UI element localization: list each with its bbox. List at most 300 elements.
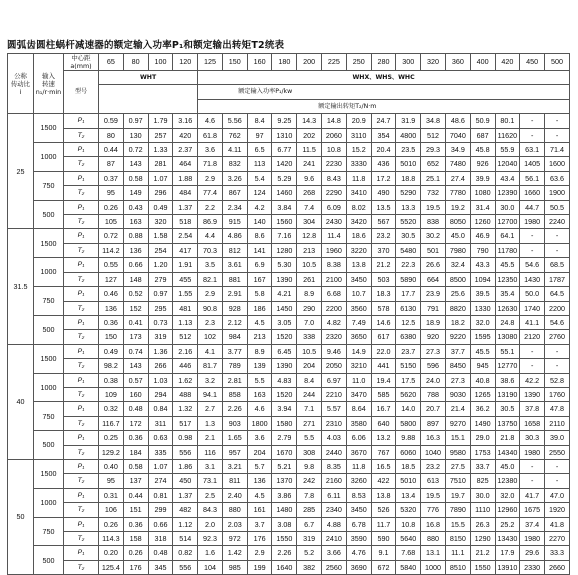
value-cell: 1.79 xyxy=(148,114,173,128)
center-distance-200: 200 xyxy=(297,54,322,71)
value-cell: 880 xyxy=(421,532,446,546)
value-cell: 30.0 xyxy=(470,488,495,502)
torque-symbol: T₂ xyxy=(64,215,99,229)
value-cell: 3590 xyxy=(346,532,371,546)
value-cell: 5150 xyxy=(396,359,421,373)
value-cell: 13.5 xyxy=(371,200,396,214)
value-cell: 304 xyxy=(297,215,322,229)
value-cell: 791 xyxy=(421,301,446,315)
table-title: 圆弧齿圆柱蜗杆减速器的额定输入功率P₁和额定输出转矩T2统表 xyxy=(7,40,285,51)
value-cell: 4800 xyxy=(396,128,421,142)
value-cell: 7890 xyxy=(445,503,470,517)
value-cell: 1787 xyxy=(545,272,570,286)
value-cell: 0.72 xyxy=(123,143,148,157)
value-cell: 6.78 xyxy=(346,517,371,531)
value-cell: 266 xyxy=(148,359,173,373)
value-cell: 320 xyxy=(148,215,173,229)
value-cell: 0.36 xyxy=(123,431,148,445)
value-cell: 68.5 xyxy=(545,258,570,272)
value-cell: 3.08 xyxy=(272,517,297,531)
value-cell: 881 xyxy=(222,272,247,286)
value-cell: 37.4 xyxy=(520,517,545,531)
value-cell: 34.8 xyxy=(421,114,446,128)
value-cell: 5.7 xyxy=(247,459,272,473)
value-cell: 928 xyxy=(222,301,247,315)
value-cell: 3.6 xyxy=(247,431,272,445)
value-cell: 664 xyxy=(421,272,446,286)
value-cell: 2.26 xyxy=(272,546,297,560)
value-cell: 1.88 xyxy=(173,171,198,185)
value-cell: 20.4 xyxy=(371,143,396,157)
value-cell: 1.58 xyxy=(148,229,173,243)
value-cell: 48.6 xyxy=(445,114,470,128)
value-cell: 0.44 xyxy=(99,143,124,157)
value-cell: 17.9 xyxy=(495,546,520,560)
value-cell: 161 xyxy=(247,503,272,517)
power-symbol: P₁ xyxy=(64,517,99,531)
value-cell: 113 xyxy=(247,157,272,171)
value-cell: 5.29 xyxy=(272,171,297,185)
value-cell: 308 xyxy=(297,445,322,459)
value-cell: 77.4 xyxy=(198,186,223,200)
torque-symbol: T₂ xyxy=(64,503,99,517)
value-cell: 148 xyxy=(123,272,148,286)
value-cell: 104 xyxy=(198,560,223,574)
value-cell: 8.02 xyxy=(346,200,371,214)
value-cell: 762 xyxy=(222,128,247,142)
header-row-models xyxy=(8,71,570,85)
value-cell: 1460 xyxy=(272,186,297,200)
value-cell: 17.2 xyxy=(371,171,396,185)
value-cell: 24.7 xyxy=(371,114,396,128)
torque-symbol: T₂ xyxy=(64,474,99,488)
value-cell: 7.1 xyxy=(297,402,322,416)
value-cell: 4.82 xyxy=(322,315,347,329)
value-cell: 7510 xyxy=(445,474,470,488)
value-cell: - xyxy=(520,128,545,142)
value-cell: 4.4 xyxy=(198,229,223,243)
value-cell: 0.20 xyxy=(99,546,124,560)
power-symbol: P₁ xyxy=(64,373,99,387)
center-distance-225: 225 xyxy=(322,54,347,71)
value-cell: 2270 xyxy=(545,532,570,546)
value-cell: 143 xyxy=(123,359,148,373)
value-cell: - xyxy=(520,114,545,128)
torque-symbol: T₂ xyxy=(64,186,99,200)
value-cell: 18.6 xyxy=(346,229,371,243)
value-cell: 0.73 xyxy=(148,315,173,329)
value-cell: 167 xyxy=(247,272,272,286)
value-cell: 173 xyxy=(123,330,148,344)
value-cell: 5620 xyxy=(396,387,421,401)
value-cell: 319 xyxy=(148,330,173,344)
value-cell: 23.2 xyxy=(421,459,446,473)
value-cell: 3450 xyxy=(346,272,371,286)
value-cell: 7.8 xyxy=(297,488,322,502)
table-row xyxy=(8,546,570,560)
value-cell: 838 xyxy=(421,215,446,229)
value-cell: 9030 xyxy=(445,387,470,401)
value-cell: 0.41 xyxy=(123,315,148,329)
value-cell: 55.1 xyxy=(495,344,520,358)
value-cell: 1.07 xyxy=(148,171,173,185)
value-cell: 0.44 xyxy=(123,488,148,502)
table-row xyxy=(8,229,570,243)
value-cell: 0.66 xyxy=(123,258,148,272)
power-symbol: P₁ xyxy=(64,459,99,473)
value-cell: 897 xyxy=(421,416,446,430)
value-cell: 19.5 xyxy=(421,200,446,214)
center-distance-65: 65 xyxy=(99,54,124,71)
value-cell: 39.9 xyxy=(470,171,495,185)
table-row xyxy=(8,157,570,171)
value-cell: 141 xyxy=(247,243,272,257)
value-cell: 6.68 xyxy=(322,287,347,301)
value-cell: 957 xyxy=(222,445,247,459)
value-cell: 9220 xyxy=(445,330,470,344)
value-cell: 271 xyxy=(297,416,322,430)
value-cell: 184 xyxy=(123,445,148,459)
value-cell: 54.6 xyxy=(520,258,545,272)
power-symbol: P₁ xyxy=(64,431,99,445)
value-cell: 3420 xyxy=(346,215,371,229)
value-cell: 1110 xyxy=(470,503,495,517)
value-cell: 526 xyxy=(371,503,396,517)
value-cell: 9.88 xyxy=(396,431,421,445)
ratio-value: 25 xyxy=(8,114,34,229)
value-cell: 1670 xyxy=(272,445,297,459)
value-cell: - xyxy=(545,128,570,142)
value-cell: 789 xyxy=(222,359,247,373)
value-cell: 11.8 xyxy=(346,171,371,185)
value-cell: 45.8 xyxy=(470,143,495,157)
value-cell: 204 xyxy=(297,359,322,373)
value-cell: 1.33 xyxy=(148,143,173,157)
value-cell: 8.4 xyxy=(247,114,272,128)
value-cell: 617 xyxy=(371,330,396,344)
value-cell: 19.2 xyxy=(445,200,470,214)
value-cell: 23.5 xyxy=(396,143,421,157)
value-cell: 43.3 xyxy=(470,258,495,272)
value-cell: 10.5 xyxy=(297,258,322,272)
value-cell: 0.88 xyxy=(123,229,148,243)
value-cell: 158 xyxy=(123,532,148,546)
value-cell: 87 xyxy=(99,157,124,171)
speed-value: 500 xyxy=(34,431,64,460)
value-cell: 4.5 xyxy=(247,315,272,329)
value-cell: - xyxy=(545,243,570,257)
value-cell: 0.37 xyxy=(99,171,124,185)
value-cell: 596 xyxy=(421,359,446,373)
value-cell: 19.4 xyxy=(371,373,396,387)
value-cell: 1960 xyxy=(322,243,347,257)
value-cell: - xyxy=(520,359,545,373)
value-cell: 4.88 xyxy=(322,517,347,531)
value-cell: 2.37 xyxy=(173,143,198,157)
table-row xyxy=(8,128,570,142)
value-cell: 1265 xyxy=(470,387,495,401)
value-cell: 8510 xyxy=(445,560,470,574)
table-row xyxy=(8,459,570,473)
value-cell: 0.84 xyxy=(148,402,173,416)
value-cell: 2.7 xyxy=(198,402,223,416)
value-cell: 7.0 xyxy=(297,315,322,329)
ratio-value: 50 xyxy=(8,459,34,574)
value-cell: 116 xyxy=(198,445,223,459)
value-cell: 0.40 xyxy=(99,459,124,473)
value-cell: 1.32 xyxy=(173,402,198,416)
value-cell: - xyxy=(520,229,545,243)
value-cell: 23.2 xyxy=(371,229,396,243)
value-cell: 1.62 xyxy=(173,373,198,387)
value-cell: 10.8 xyxy=(322,143,347,157)
value-cell: 4.5 xyxy=(247,488,272,502)
value-cell: 0.58 xyxy=(123,459,148,473)
power-symbol: P₁ xyxy=(64,200,99,214)
value-cell: 1390 xyxy=(272,272,297,286)
value-cell: 86.9 xyxy=(198,215,223,229)
value-cell: 2.9 xyxy=(198,287,223,301)
value-cell: 446 xyxy=(173,359,198,373)
value-cell: 1420 xyxy=(272,157,297,171)
value-cell: 2550 xyxy=(545,445,570,459)
value-cell: 80 xyxy=(99,128,124,142)
value-cell: 13.3 xyxy=(396,200,421,214)
value-cell: 18.9 xyxy=(421,315,446,329)
value-cell: 290 xyxy=(297,301,322,315)
value-cell: 5010 xyxy=(396,157,421,171)
table-row xyxy=(8,143,570,157)
value-cell: 12960 xyxy=(495,503,520,517)
value-cell: 20.9 xyxy=(346,114,371,128)
value-cell: 484 xyxy=(173,186,198,200)
value-cell: 0.36 xyxy=(99,315,124,329)
value-cell: 5010 xyxy=(396,474,421,488)
value-cell: 1658 xyxy=(520,416,545,430)
value-cell: 13.1 xyxy=(421,546,446,560)
value-cell: 3330 xyxy=(346,157,371,171)
speed-value: 1500 xyxy=(34,459,64,488)
value-cell: 790 xyxy=(470,243,495,257)
value-cell: 281 xyxy=(148,157,173,171)
value-cell: 0.97 xyxy=(123,114,148,128)
speed-value: 750 xyxy=(34,517,64,546)
value-cell: 1.6 xyxy=(198,546,223,560)
value-cell: 464 xyxy=(173,157,198,171)
value-cell: 21.4 xyxy=(445,402,470,416)
value-cell: 5320 xyxy=(396,503,421,517)
value-cell: 13430 xyxy=(495,532,520,546)
value-cell: 1.12 xyxy=(173,517,198,531)
value-cell: 417 xyxy=(173,243,198,257)
value-cell: 338 xyxy=(297,330,322,344)
value-cell: 3690 xyxy=(346,560,371,574)
value-cell: 556 xyxy=(173,445,198,459)
value-cell: 32.0 xyxy=(495,488,520,502)
value-cell: 244 xyxy=(297,387,322,401)
value-cell: 311 xyxy=(148,416,173,430)
table-row xyxy=(8,359,570,373)
table-row xyxy=(8,344,570,358)
table-row xyxy=(8,532,570,546)
value-cell: 867 xyxy=(222,186,247,200)
speed-value: 1000 xyxy=(34,143,64,172)
value-cell: - xyxy=(520,344,545,358)
power-symbol: P₁ xyxy=(64,546,99,560)
value-cell: 16.5 xyxy=(371,459,396,473)
value-cell: 8.4 xyxy=(297,373,322,387)
value-cell: 19.5 xyxy=(421,488,446,502)
table-row xyxy=(8,114,570,128)
value-cell: 5800 xyxy=(396,416,421,430)
value-cell: 1675 xyxy=(520,503,545,517)
value-cell: 1520 xyxy=(272,387,297,401)
value-cell: 2330 xyxy=(520,560,545,574)
value-cell: - xyxy=(520,243,545,257)
value-cell: 9.46 xyxy=(322,344,347,358)
speed-header: 输入 转速 n₁/r·min xyxy=(34,54,64,114)
value-cell: 2.54 xyxy=(173,229,198,243)
table-row xyxy=(8,373,570,387)
table-row xyxy=(8,287,570,301)
value-cell: 5640 xyxy=(396,532,421,546)
center-distance-100: 100 xyxy=(148,54,173,71)
value-cell: 150 xyxy=(99,330,124,344)
torque-symbol: T₂ xyxy=(64,560,99,574)
value-cell: 176 xyxy=(123,560,148,574)
value-cell: 37.8 xyxy=(520,402,545,416)
power-label: 额定输入功率P₁/kw xyxy=(198,85,570,99)
value-cell: 21.2 xyxy=(371,258,396,272)
value-cell: 11.1 xyxy=(445,546,470,560)
value-cell: 12.8 xyxy=(297,229,322,243)
center-distance-180: 180 xyxy=(272,54,297,71)
center-distance-150: 150 xyxy=(222,54,247,71)
value-cell: 319 xyxy=(297,532,322,546)
value-cell: 1.3 xyxy=(198,416,223,430)
value-cell: 2120 xyxy=(520,330,545,344)
value-cell: 127 xyxy=(99,272,124,286)
table-row xyxy=(8,445,570,459)
value-cell: 2560 xyxy=(322,560,347,574)
value-cell: 0.55 xyxy=(99,258,124,272)
value-cell: 2.9 xyxy=(247,546,272,560)
value-cell: 20.7 xyxy=(421,402,446,416)
value-cell: 2240 xyxy=(545,215,570,229)
value-cell: 1000 xyxy=(421,560,446,574)
value-cell: 3220 xyxy=(346,243,371,257)
value-cell: 0.49 xyxy=(148,200,173,214)
value-cell: 10.7 xyxy=(346,287,371,301)
power-symbol: P₁ xyxy=(64,171,99,185)
value-cell: 335 xyxy=(148,445,173,459)
speed-value: 750 xyxy=(34,171,64,200)
value-cell: 3410 xyxy=(346,186,371,200)
center-distance-80: 80 xyxy=(123,54,148,71)
value-cell: 50.9 xyxy=(470,114,495,128)
value-cell: 3580 xyxy=(346,416,371,430)
torque-symbol: T₂ xyxy=(64,243,99,257)
speed-value: 500 xyxy=(34,546,64,575)
value-cell: 652 xyxy=(421,157,446,171)
value-cell: 1370 xyxy=(272,474,297,488)
value-cell: 25.2 xyxy=(495,517,520,531)
value-cell: 15.5 xyxy=(445,517,470,531)
value-cell: 81.7 xyxy=(198,359,223,373)
value-cell: 1640 xyxy=(272,560,297,574)
value-cell: 1.37 xyxy=(173,200,198,214)
value-cell: 25.6 xyxy=(445,287,470,301)
value-cell: 767 xyxy=(371,445,396,459)
value-cell: 2230 xyxy=(322,157,347,171)
value-cell: 3560 xyxy=(346,301,371,315)
value-cell: 46.9 xyxy=(470,229,495,243)
value-cell: 241 xyxy=(297,157,322,171)
value-cell: - xyxy=(545,114,570,128)
value-cell: 29.0 xyxy=(470,431,495,445)
power-symbol: P₁ xyxy=(64,287,99,301)
value-cell: 1520 xyxy=(272,330,297,344)
value-cell: 63.6 xyxy=(545,171,570,185)
value-cell: 2060 xyxy=(322,128,347,142)
value-cell: 3210 xyxy=(346,359,371,373)
value-cell: 1405 xyxy=(520,157,545,171)
value-cell: 482 xyxy=(173,503,198,517)
value-cell: 52.8 xyxy=(545,373,570,387)
value-cell: 7480 xyxy=(445,157,470,171)
value-cell: 37.7 xyxy=(445,344,470,358)
value-cell: 12380 xyxy=(495,474,520,488)
table-row xyxy=(8,215,570,229)
value-cell: 56.1 xyxy=(520,171,545,185)
value-cell: 3.21 xyxy=(222,459,247,473)
value-cell: 33.7 xyxy=(470,459,495,473)
value-cell: 26.6 xyxy=(421,258,446,272)
value-cell: 776 xyxy=(421,503,446,517)
value-cell: 1260 xyxy=(470,215,495,229)
value-cell: 163 xyxy=(123,215,148,229)
value-cell: 55.9 xyxy=(495,143,520,157)
value-cell: 257 xyxy=(148,128,173,142)
table-row xyxy=(8,517,570,531)
torque-symbol: T₂ xyxy=(64,272,99,286)
value-cell: - xyxy=(545,344,570,358)
value-cell: 163 xyxy=(247,387,272,401)
value-cell: 2760 xyxy=(545,330,570,344)
value-cell: 2.79 xyxy=(272,431,297,445)
value-cell: 370 xyxy=(371,243,396,257)
value-cell: 14340 xyxy=(495,445,520,459)
value-cell: 11780 xyxy=(495,243,520,257)
value-cell: 2200 xyxy=(545,301,570,315)
table-row xyxy=(8,200,570,214)
value-cell: 1550 xyxy=(272,532,297,546)
value-cell: - xyxy=(520,474,545,488)
value-cell: 5.5 xyxy=(297,431,322,445)
value-cell: 1.07 xyxy=(148,459,173,473)
value-cell: 6.5 xyxy=(247,143,272,157)
value-cell: 880 xyxy=(222,503,247,517)
speed-value: 1500 xyxy=(34,114,64,143)
value-cell: 0.81 xyxy=(148,488,173,502)
value-cell: 8500 xyxy=(445,272,470,286)
value-cell: 90.8 xyxy=(198,301,223,315)
value-cell: 12350 xyxy=(495,272,520,286)
value-cell: 2.0 xyxy=(198,517,223,531)
value-cell: 613 xyxy=(421,474,446,488)
value-cell: 3470 xyxy=(346,387,371,401)
value-cell: 45.5 xyxy=(470,344,495,358)
